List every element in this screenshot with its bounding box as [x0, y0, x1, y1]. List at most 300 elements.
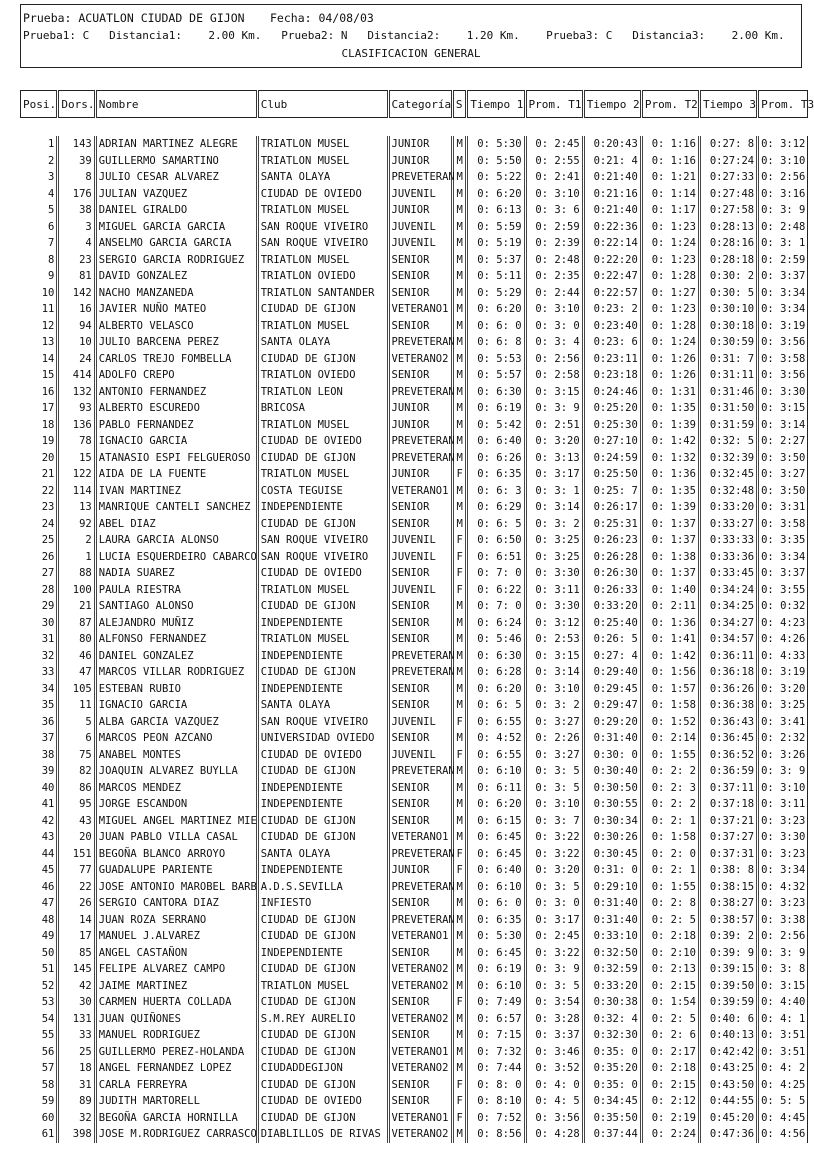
table-row [21, 664, 808, 681]
column-header: Prom. T2 [641, 91, 699, 118]
cell-club: TRIATLON LEON [257, 384, 388, 401]
cell-time3: 0:38:15 [699, 879, 757, 896]
cell-pace1: 0: 3:10 [525, 796, 583, 813]
cell-sex: M [452, 186, 467, 203]
cell-name: ANTONIO FERNANDEZ [95, 384, 257, 401]
cell-bib: 3 [58, 219, 95, 236]
cell-position: 33 [21, 664, 58, 681]
cell-sex: M [452, 367, 467, 384]
column-header: Club [257, 91, 388, 118]
cell-time2: 0:30:38 [583, 994, 641, 1011]
cell-name: GUILLERMO SAMARTINO [95, 153, 257, 170]
table-row [21, 846, 808, 863]
cell-pace2: 0: 1:42 [641, 648, 699, 665]
cell-bib: 414 [58, 367, 95, 384]
cell-time3: 0:36:59 [699, 763, 757, 780]
cell-time1: 0: 7: 0 [467, 598, 525, 615]
cell-time2: 0:22:47 [583, 268, 641, 285]
column-header: Tiempo 3 [699, 91, 757, 118]
table-row [21, 1110, 808, 1127]
cell-category: SENIOR [388, 631, 452, 648]
cell-category: JUNIOR [388, 400, 452, 417]
cell-position: 1 [21, 136, 58, 153]
cell-name: LUCIA ESQUERDEIRO CABARCO [95, 549, 257, 566]
table-row [21, 1077, 808, 1094]
table-row [21, 169, 808, 186]
cell-sex: M [452, 252, 467, 269]
cell-category: JUVENIL [388, 532, 452, 549]
cell-name: MANUEL J.ALVAREZ [95, 928, 257, 945]
cell-name: JUDITH MARTORELL [95, 1093, 257, 1110]
cell-pace1: 0: 3: 9 [525, 400, 583, 417]
cell-category: JUVENIL [388, 219, 452, 236]
cell-club: INDEPENDIENTE [257, 615, 388, 632]
cell-bib: 8 [58, 169, 95, 186]
cell-time3: 0:32: 5 [699, 433, 757, 450]
cell-name: ANGEL FERNANDEZ LOPEZ [95, 1060, 257, 1077]
cell-sex: M [452, 268, 467, 285]
cell-pace2: 0: 1:36 [641, 615, 699, 632]
cell-time3: 0:33:45 [699, 565, 757, 582]
cell-pace3: 0: 4: 1 [758, 1011, 808, 1028]
cell-pace2: 0: 2:15 [641, 978, 699, 995]
cell-time3: 0:31:50 [699, 400, 757, 417]
table-row [21, 334, 808, 351]
cell-pace2: 0: 1:39 [641, 417, 699, 434]
cell-pace2: 0: 2:10 [641, 945, 699, 962]
cell-name: FELIPE ALVAREZ CAMPO [95, 961, 257, 978]
cell-club: TRIATLON MUSEL [257, 417, 388, 434]
cell-category: JUNIOR [388, 136, 452, 153]
cell-time2: 0:30:40 [583, 763, 641, 780]
cell-time2: 0:32:59 [583, 961, 641, 978]
cell-pace2: 0: 1:23 [641, 301, 699, 318]
cell-pace1: 0: 2:45 [525, 928, 583, 945]
cell-category: PREVETERAN [388, 384, 452, 401]
cell-position: 30 [21, 615, 58, 632]
cell-pace3: 0: 4:32 [758, 879, 808, 896]
cell-position: 55 [21, 1027, 58, 1044]
cell-sex: M [452, 483, 467, 500]
cell-bib: 131 [58, 1011, 95, 1028]
cell-club: TRIATLON MUSEL [257, 202, 388, 219]
cell-category: SENIOR [388, 697, 452, 714]
cell-time3: 0:31:59 [699, 417, 757, 434]
cell-sex: M [452, 285, 467, 302]
cell-pace3: 0: 3:19 [758, 664, 808, 681]
cell-pace1: 0: 2:26 [525, 730, 583, 747]
cell-time2: 0:32:30 [583, 1027, 641, 1044]
cell-time2: 0:31:40 [583, 912, 641, 929]
cell-pace3: 0: 3:38 [758, 912, 808, 929]
cell-pace1: 0: 2:39 [525, 235, 583, 252]
cell-category: SENIOR [388, 252, 452, 269]
cell-club: UNIVERSIDAD OVIEDO [257, 730, 388, 747]
cell-pace3: 0: 4:56 [758, 1126, 808, 1143]
cell-sex: M [452, 450, 467, 467]
cell-category: SENIOR [388, 598, 452, 615]
cell-pace2: 0: 1:26 [641, 367, 699, 384]
cell-pace3: 0: 2:59 [758, 252, 808, 269]
cell-name: JUAN PABLO VILLA CASAL [95, 829, 257, 846]
cell-position: 45 [21, 862, 58, 879]
cell-club: CIUDAD DE GIJON [257, 994, 388, 1011]
cell-pace1: 0: 3: 7 [525, 813, 583, 830]
cell-pace2: 0: 2: 8 [641, 895, 699, 912]
cell-position: 26 [21, 549, 58, 566]
cell-position: 49 [21, 928, 58, 945]
table-row [21, 1027, 808, 1044]
cell-sex: F [452, 862, 467, 879]
cell-time1: 0: 6:35 [467, 466, 525, 483]
cell-pace2: 0: 1:40 [641, 582, 699, 599]
cell-position: 44 [21, 846, 58, 863]
cell-club: SANTA OLAYA [257, 334, 388, 351]
cell-time1: 0: 6:22 [467, 582, 525, 599]
cell-category: SENIOR [388, 318, 452, 335]
cell-time3: 0:32:45 [699, 466, 757, 483]
cell-bib: 11 [58, 697, 95, 714]
cell-position: 13 [21, 334, 58, 351]
cell-time3: 0:37:21 [699, 813, 757, 830]
cell-category: JUNIOR [388, 153, 452, 170]
cell-pace1: 0: 3:27 [525, 747, 583, 764]
cell-name: JORGE ESCANDON [95, 796, 257, 813]
cell-bib: 25 [58, 1044, 95, 1061]
cell-pace2: 0: 1:28 [641, 268, 699, 285]
cell-club: CIUDAD DE GIJON [257, 829, 388, 846]
cell-club: CIUDAD DE OVIEDO [257, 186, 388, 203]
cell-time1: 0: 5:50 [467, 153, 525, 170]
table-row [21, 631, 808, 648]
cell-time3: 0:28:18 [699, 252, 757, 269]
cell-pace1: 0: 3:52 [525, 1060, 583, 1077]
cell-club: TRIATLON MUSEL [257, 582, 388, 599]
cell-club: INFIESTO [257, 895, 388, 912]
cell-pace3: 0: 3:19 [758, 318, 808, 335]
cell-pace3: 0: 4:40 [758, 994, 808, 1011]
cell-position: 16 [21, 384, 58, 401]
cell-category: PREVETERAN [388, 169, 452, 186]
cell-pace2: 0: 1:56 [641, 664, 699, 681]
cell-pace3: 0: 3:10 [758, 780, 808, 797]
table-row [21, 697, 808, 714]
cell-pace3: 0: 3: 9 [758, 763, 808, 780]
cell-position: 22 [21, 483, 58, 500]
cell-pace3: 0: 3:34 [758, 301, 808, 318]
cell-name: CARMEN HUERTA COLLADA [95, 994, 257, 1011]
cell-name: ABEL DIAZ [95, 516, 257, 533]
cell-name: JULIAN VAZQUEZ [95, 186, 257, 203]
cell-pace3: 0: 3:10 [758, 153, 808, 170]
cell-category: JUVENIL [388, 549, 452, 566]
cell-club: INDEPENDIENTE [257, 681, 388, 698]
cell-position: 58 [21, 1077, 58, 1094]
cell-pace3: 0: 3:14 [758, 417, 808, 434]
cell-category: SENIOR [388, 895, 452, 912]
cell-time3: 0:45:20 [699, 1110, 757, 1127]
cell-sex: F [452, 747, 467, 764]
cell-bib: 82 [58, 763, 95, 780]
cell-time1: 0: 6:28 [467, 664, 525, 681]
cell-name: CARLOS TREJO FOMBELLA [95, 351, 257, 368]
cell-time1: 0: 5:59 [467, 219, 525, 236]
cell-category: SENIOR [388, 681, 452, 698]
cell-pace3: 0: 3:56 [758, 367, 808, 384]
cell-position: 32 [21, 648, 58, 665]
cell-name: JULIO CESAR ALVAREZ [95, 169, 257, 186]
cell-time2: 0:26:28 [583, 549, 641, 566]
cell-time1: 0: 6:15 [467, 813, 525, 830]
cell-position: 37 [21, 730, 58, 747]
cell-time3: 0:38: 8 [699, 862, 757, 879]
table-row [21, 516, 808, 533]
cell-pace3: 0: 3:20 [758, 681, 808, 698]
cell-pace2: 0: 2:19 [641, 1110, 699, 1127]
cell-position: 27 [21, 565, 58, 582]
cell-sex: M [452, 1044, 467, 1061]
cell-time3: 0:31:11 [699, 367, 757, 384]
cell-time1: 0: 6:20 [467, 186, 525, 203]
cell-time3: 0:36:18 [699, 664, 757, 681]
cell-time1: 0: 6:57 [467, 1011, 525, 1028]
table-row [21, 417, 808, 434]
report-subtitle: CLASIFICACION GENERAL [341, 47, 481, 60]
cell-pace1: 0: 3:28 [525, 1011, 583, 1028]
cell-time1: 0: 6:55 [467, 747, 525, 764]
cell-club: CIUDAD DE GIJON [257, 450, 388, 467]
cell-club: DIABLILLOS DE RIVAS [257, 1126, 388, 1143]
cell-pace3: 0: 2:27 [758, 433, 808, 450]
cell-bib: 78 [58, 433, 95, 450]
cell-bib: 88 [58, 565, 95, 582]
cell-name: ALEJANDRO MUÑIZ [95, 615, 257, 632]
cell-position: 35 [21, 697, 58, 714]
cell-club: CIUDAD DE GIJON [257, 516, 388, 533]
cell-position: 10 [21, 285, 58, 302]
cell-time1: 0: 6:10 [467, 763, 525, 780]
cell-pace1: 0: 3:30 [525, 565, 583, 582]
cell-category: VETERANO1 [388, 829, 452, 846]
cell-category: PREVETERAN [388, 912, 452, 929]
cell-time2: 0:22:14 [583, 235, 641, 252]
cell-time2: 0:21:40 [583, 169, 641, 186]
cell-category: PREVETERAN [388, 648, 452, 665]
cell-time2: 0:33:20 [583, 978, 641, 995]
cell-position: 38 [21, 747, 58, 764]
cell-time2: 0:23:40 [583, 318, 641, 335]
cell-time1: 0: 6:11 [467, 780, 525, 797]
cell-pace1: 0: 3: 2 [525, 516, 583, 533]
cell-pace2: 0: 1:14 [641, 186, 699, 203]
cell-bib: 16 [58, 301, 95, 318]
cell-sex: M [452, 681, 467, 698]
table-row [21, 879, 808, 896]
cell-time1: 0: 7:49 [467, 994, 525, 1011]
cell-pace3: 0: 3:34 [758, 285, 808, 302]
cell-time3: 0:30: 2 [699, 268, 757, 285]
cell-pace1: 0: 4: 0 [525, 1077, 583, 1094]
cell-pace3: 0: 3:58 [758, 351, 808, 368]
cell-name: DAVID GONZALEZ [95, 268, 257, 285]
cell-sex: M [452, 400, 467, 417]
cell-pace1: 0: 3: 2 [525, 697, 583, 714]
cell-pace1: 0: 3: 5 [525, 763, 583, 780]
cell-category: SENIOR [388, 796, 452, 813]
cell-club: CIUDAD DE GIJON [257, 1044, 388, 1061]
cell-club: SAN ROQUE VIVEIRO [257, 549, 388, 566]
table-row [21, 780, 808, 797]
cell-pace1: 0: 3: 0 [525, 895, 583, 912]
cell-pace3: 0: 4:45 [758, 1110, 808, 1127]
cell-pace1: 0: 3: 5 [525, 879, 583, 896]
cell-pace2: 0: 2:14 [641, 730, 699, 747]
cell-position: 41 [21, 796, 58, 813]
cell-time3: 0:30: 5 [699, 285, 757, 302]
cell-position: 57 [21, 1060, 58, 1077]
cell-club: CIUDAD DE GIJON [257, 813, 388, 830]
cell-pace2: 0: 1:55 [641, 747, 699, 764]
table-row [21, 1093, 808, 1110]
cell-pace1: 0: 3: 9 [525, 961, 583, 978]
cell-pace3: 0: 3:41 [758, 714, 808, 731]
cell-category: VETERANO1 [388, 1044, 452, 1061]
cell-time3: 0:38:57 [699, 912, 757, 929]
cell-pace1: 0: 2:56 [525, 351, 583, 368]
cell-position: 53 [21, 994, 58, 1011]
table-row [21, 1044, 808, 1061]
table-row [21, 796, 808, 813]
cell-pace3: 0: 3:37 [758, 268, 808, 285]
cell-sex: F [452, 1110, 467, 1127]
cell-time3: 0:39:59 [699, 994, 757, 1011]
cell-position: 7 [21, 235, 58, 252]
cell-position: 31 [21, 631, 58, 648]
cell-sex: M [452, 384, 467, 401]
cell-pace3: 0: 3: 8 [758, 961, 808, 978]
cell-position: 51 [21, 961, 58, 978]
cell-pace1: 0: 3:17 [525, 912, 583, 929]
cell-category: PREVETERAN [388, 450, 452, 467]
cell-sex: M [452, 895, 467, 912]
cell-name: MANUEL RODRIGUEZ [95, 1027, 257, 1044]
cell-club: CIUDAD DE OVIEDO [257, 1093, 388, 1110]
cell-pace3: 0: 3:51 [758, 1044, 808, 1061]
table-row [21, 978, 808, 995]
cell-club: TRIATLON OVIEDO [257, 268, 388, 285]
cell-pace1: 0: 3:15 [525, 384, 583, 401]
cell-position: 21 [21, 466, 58, 483]
cell-time3: 0:30:10 [699, 301, 757, 318]
cell-position: 3 [21, 169, 58, 186]
cell-pace3: 0: 2:56 [758, 169, 808, 186]
cell-sex: F [452, 549, 467, 566]
cell-sex: M [452, 318, 467, 335]
cell-time2: 0:32: 4 [583, 1011, 641, 1028]
cell-time2: 0:24:59 [583, 450, 641, 467]
cell-time2: 0:30:26 [583, 829, 641, 846]
cell-pace2: 0: 2: 6 [641, 1027, 699, 1044]
cell-time2: 0:29:40 [583, 664, 641, 681]
cell-time2: 0:29:45 [583, 681, 641, 698]
cell-time3: 0:37:18 [699, 796, 757, 813]
cell-time2: 0:25: 7 [583, 483, 641, 500]
cell-time1: 0: 5:42 [467, 417, 525, 434]
cell-club: CIUDAD DE GIJON [257, 351, 388, 368]
cell-time1: 0: 7:52 [467, 1110, 525, 1127]
cell-sex: M [452, 813, 467, 830]
cell-position: 20 [21, 450, 58, 467]
cell-pace1: 0: 3:56 [525, 1110, 583, 1127]
cell-category: VETERANO2 [388, 961, 452, 978]
cell-time2: 0:30:50 [583, 780, 641, 797]
cell-pace2: 0: 2:12 [641, 1093, 699, 1110]
cell-pace2: 0: 1:32 [641, 450, 699, 467]
table-row [21, 945, 808, 962]
cell-time1: 0: 5:11 [467, 268, 525, 285]
cell-bib: 145 [58, 961, 95, 978]
cell-pace2: 0: 1:58 [641, 697, 699, 714]
cell-position: 34 [21, 681, 58, 698]
cell-club: SAN ROQUE VIVEIRO [257, 714, 388, 731]
cell-pace3: 0: 3:25 [758, 697, 808, 714]
cell-time2: 0:30:34 [583, 813, 641, 830]
cell-bib: 47 [58, 664, 95, 681]
cell-position: 11 [21, 301, 58, 318]
cell-pace2: 0: 2:17 [641, 1044, 699, 1061]
cell-pace3: 0: 3:50 [758, 483, 808, 500]
cell-pace2: 0: 2:13 [641, 961, 699, 978]
cell-pace2: 0: 1:35 [641, 483, 699, 500]
cell-sex: F [452, 1077, 467, 1094]
cell-pace3: 0: 3:12 [758, 136, 808, 153]
cell-time1: 0: 6:24 [467, 615, 525, 632]
cell-time2: 0:25:20 [583, 400, 641, 417]
cell-time2: 0:27:10 [583, 433, 641, 450]
cell-time2: 0:35: 0 [583, 1044, 641, 1061]
cell-sex: F [452, 1093, 467, 1110]
cell-pace1: 0: 3:22 [525, 846, 583, 863]
table-row [21, 301, 808, 318]
cell-club: TRIATLON MUSEL [257, 631, 388, 648]
cell-sex: M [452, 978, 467, 995]
cell-pace2: 0: 1:27 [641, 285, 699, 302]
cell-bib: 176 [58, 186, 95, 203]
cell-pace2: 0: 1:55 [641, 879, 699, 896]
cell-pace3: 0: 3:50 [758, 450, 808, 467]
cell-name: DANIEL GIRALDO [95, 202, 257, 219]
table-row [21, 763, 808, 780]
cell-time2: 0:25:40 [583, 615, 641, 632]
cell-pace2: 0: 1:37 [641, 565, 699, 582]
cell-sex: M [452, 763, 467, 780]
table-row [21, 1011, 808, 1028]
cell-bib: 81 [58, 268, 95, 285]
cell-category: VETERANO1 [388, 1110, 452, 1127]
cell-club: CIUDADDEGIJON [257, 1060, 388, 1077]
cell-time1: 0: 6: 5 [467, 697, 525, 714]
cell-time2: 0:30: 0 [583, 747, 641, 764]
cell-time3: 0:39:15 [699, 961, 757, 978]
cell-bib: 15 [58, 450, 95, 467]
cell-bib: 93 [58, 400, 95, 417]
cell-pace2: 0: 1:23 [641, 219, 699, 236]
cell-pace3: 0: 2:32 [758, 730, 808, 747]
cell-bib: 31 [58, 1077, 95, 1094]
cell-pace3: 0: 4: 2 [758, 1060, 808, 1077]
cell-time2: 0:35: 0 [583, 1077, 641, 1094]
cell-club: SANTA OLAYA [257, 697, 388, 714]
